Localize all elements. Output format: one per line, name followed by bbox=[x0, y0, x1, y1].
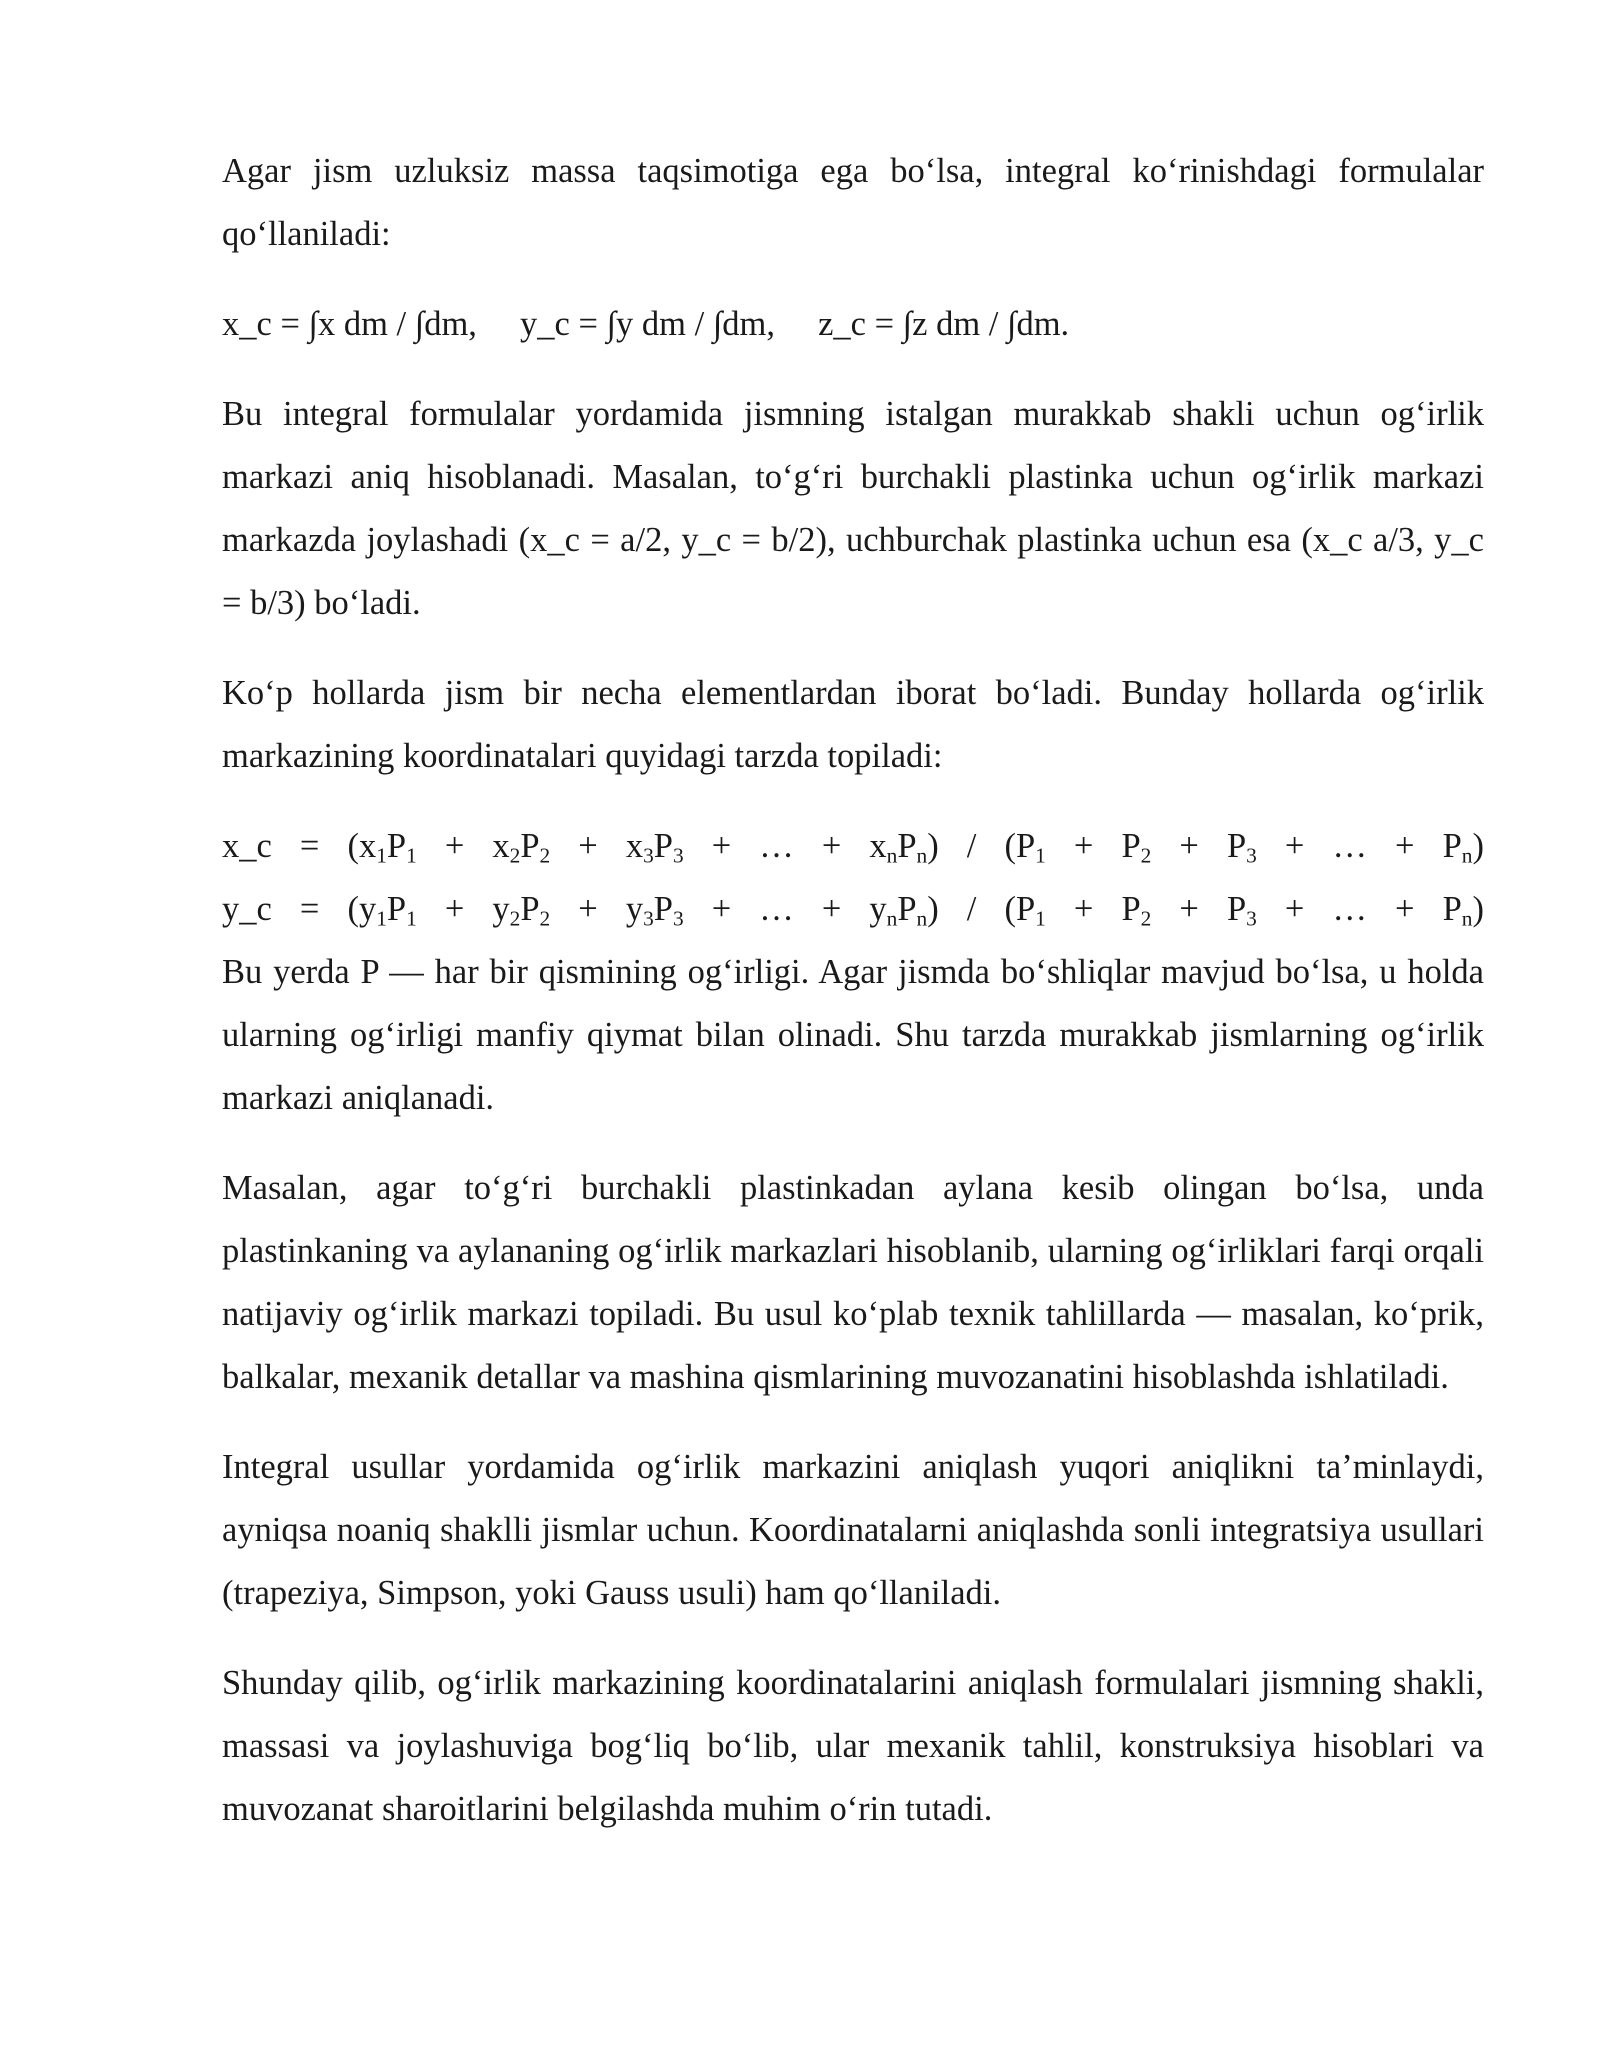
paragraph-continuous-mass: Agar jism uzluksiz massa taqsimotiga ega bo‘lsa, integral ko‘rinishdagi formulalar qo‘llaniladi: bbox=[222, 152, 1484, 253]
sum-formula-y bbox=[222, 878, 1484, 941]
paragraph-integral-methods: Integral usullar yordamida og‘irlik markazini aniqlash yuqori aniqlikni ta’minlaydi, ayniqsa noaniq shaklli jismlar uchun. Koordinatalarni aniqlashda sonli integratsiya usullari (trapeziya, Simpson, yoki Gauss usuli) ham qo‘llaniladi. bbox=[222, 1448, 1484, 1612]
formula-plus: + bbox=[1395, 827, 1415, 865]
paragraph-weight-definition: Bu yerda P — har bir qismining og‘irligi. Agar jismda bo‘shliqlar mavjud bo‘lsa, u holda ularning og‘irligi manfiy qiymat bilan olinadi. Shu tarzda murakkab jismlarning og‘irlik markazi aniqlanadi. bbox=[222, 953, 1484, 1117]
formula-denom-3: $P_3$ bbox=[1226, 827, 1257, 868]
formula-plus: + bbox=[444, 827, 465, 865]
formula-plus: + bbox=[1073, 827, 1094, 865]
sum-formula-x bbox=[222, 815, 1484, 878]
formula-denom-3: $P_3$ bbox=[1226, 890, 1257, 931]
formula-divide: / bbox=[966, 890, 977, 928]
formula-equals: = bbox=[299, 827, 320, 865]
integral-formula: x_c = ∫x dm / ∫dm, y_c = ∫y dm / ∫dm, z_c = ∫z dm / ∫dm. bbox=[222, 305, 1070, 343]
paragraph-conclusion: Shunday qilib, og‘irlik markazining koordinatalarini aniqlash formulalari jismning shakli, massasi va joylashuviga bog‘liq bo‘lib, ular mexanik tahlil, konstruksiya hisoblari va muvozanat sharoitlarini belgilashda muhim o‘rin tutadi. bbox=[222, 1664, 1484, 1828]
formula-denom-2: $P_2$ bbox=[1121, 827, 1152, 868]
document-page bbox=[222, 140, 1484, 1868]
formula-denom-1: ($P_1$ bbox=[1004, 827, 1046, 868]
formula-plus: + bbox=[1395, 890, 1415, 928]
formula-ellipsis: … bbox=[1332, 827, 1367, 865]
formula-denom-n: $P_n$) bbox=[1442, 827, 1484, 868]
formula-plus: + bbox=[711, 827, 732, 865]
formula-plus: + bbox=[1073, 890, 1094, 928]
formula-divide: / bbox=[966, 827, 977, 865]
paragraph-integral-formulas: Bu integral formulalar yordamida jismning istalgan murakkab shakli uchun og‘irlik markazi aniq hisoblanadi. Masalan, to‘g‘ri burchakli plastinka uchun og‘irlik markazi markazda joylashadi (x_c = a/2, y_c = b/2), uchburchak plastinka uchun esa (x_c a/3, y_c = b/3) bo‘ladi. bbox=[222, 395, 1484, 622]
formula-denom-1: ($P_1$ bbox=[1004, 890, 1046, 931]
formula-plus: + bbox=[821, 827, 842, 865]
formula-plus: + bbox=[711, 890, 732, 928]
formula-denom-n: $P_n$) bbox=[1442, 890, 1484, 931]
paragraph-composite-bodies: Ko‘p hollarda jism bir necha elementlardan iborat bo‘ladi. Bunday hollarda og‘irlik markazining koordinatalari quyidagi tarzda topiladi: bbox=[222, 674, 1484, 775]
formula-term-2: $y_2P_2$ bbox=[492, 890, 551, 931]
formula-term-1: ($x_1P_1$ bbox=[347, 827, 417, 868]
formula-term-n: $x_nP_n$) bbox=[869, 827, 939, 868]
formula-plus: + bbox=[821, 890, 842, 928]
formula-plus: + bbox=[1284, 890, 1305, 928]
formula-ellipsis: … bbox=[759, 890, 794, 928]
formula-ellipsis: … bbox=[1332, 890, 1367, 928]
paragraph-cutout-example: Masalan, agar to‘g‘ri burchakli plastinkadan aylana kesib olingan bo‘lsa, unda plastinkaning va aylananing og‘irlik markazlari hisoblanib, ularning og‘irliklari farqi orqali natijaviy og‘irlik markazi topiladi. Bu usul ko‘plab texnik tahlillarda — masalan, ko‘prik, balkalar, mexanik detallar va mashina qismlarining muvozanatini hisoblashda ishlatiladi. bbox=[222, 1169, 1484, 1396]
formula-plus: + bbox=[444, 890, 465, 928]
formula-ellipsis: … bbox=[759, 827, 794, 865]
formula-lhs: x_c bbox=[222, 827, 272, 865]
formula-plus: + bbox=[578, 890, 598, 928]
formula-plus: + bbox=[578, 827, 598, 865]
formula-term-3: $y_3P_3$ bbox=[625, 890, 684, 931]
formula-plus: + bbox=[1179, 890, 1199, 928]
formula-lhs: y_c bbox=[222, 890, 272, 928]
formula-denom-2: $P_2$ bbox=[1121, 890, 1152, 931]
formula-term-3: $x_3P_3$ bbox=[625, 827, 684, 868]
formula-plus: + bbox=[1284, 827, 1305, 865]
formula-term-2: $x_2P_2$ bbox=[492, 827, 551, 868]
formula-term-1: ($y_1P_1$ bbox=[347, 890, 417, 931]
formula-equals: = bbox=[299, 890, 320, 928]
formula-term-n: $y_nP_n$) bbox=[869, 890, 939, 931]
formula-plus: + bbox=[1179, 827, 1199, 865]
